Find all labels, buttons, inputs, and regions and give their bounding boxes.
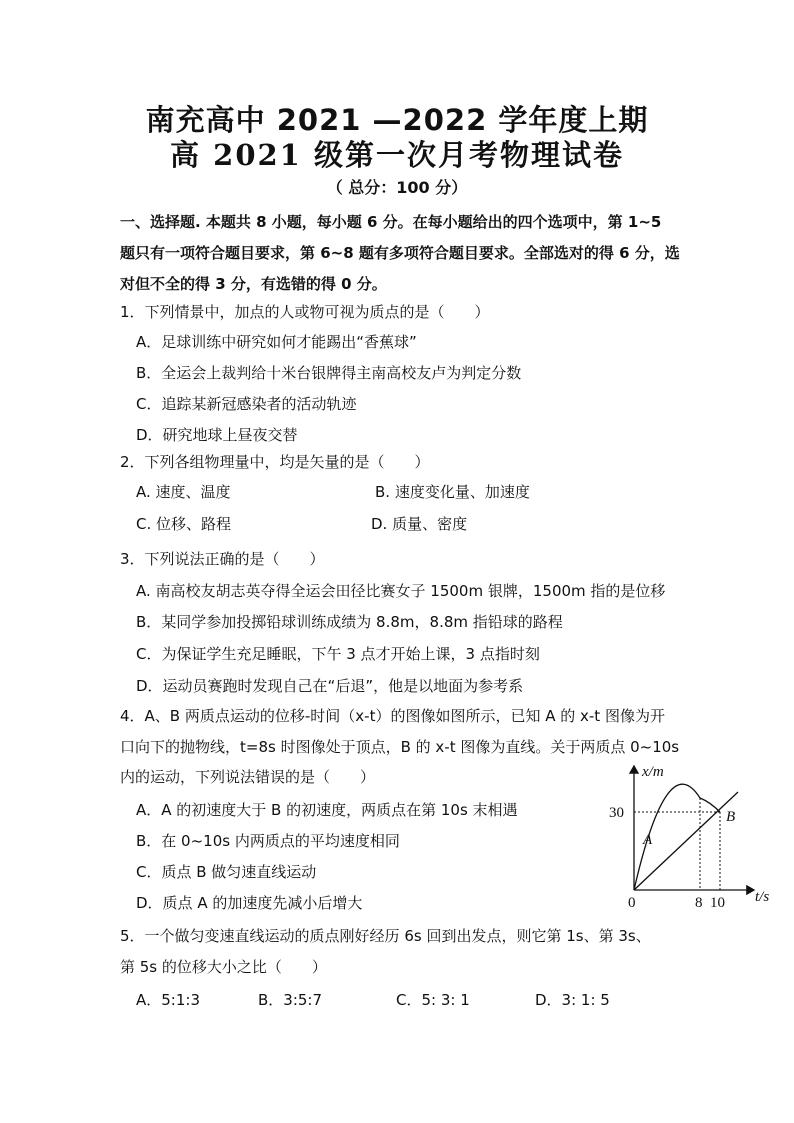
q1-option-c: C．追踪某新冠感染者的活动轨迹 xyxy=(136,395,357,413)
q5-stem-line1: 5．一个做匀变速直线运动的质点刚好经历 6s 回到出发点，则它第 1s、第 3s、 xyxy=(120,927,651,945)
q1-stem: 1．下列情景中，加点的人或物可视为质点的是（ ） xyxy=(120,303,490,321)
x-tick-10: 10 xyxy=(710,895,725,911)
q4-stem-line1: 4．A、B 两质点运动的位移-时间（x-t）的图像如图所示，已知 A 的 x-t 图像为开 xyxy=(120,707,665,725)
q5-option-c: C．5: 3: 1 xyxy=(396,991,470,1009)
q1-option-d: D．研究地球上昼夜交替 xyxy=(136,426,298,444)
q4-stem-line3: 内的运动，下列说法错误的是（ ） xyxy=(120,768,376,786)
exam-title-line1: 南充高中 2021 —2022 学年度上期 xyxy=(145,103,649,137)
q5-option-a: A．5:1:3 xyxy=(136,991,200,1009)
q2-option-d: D. 质量、密度 xyxy=(371,515,468,533)
x-tick-8: 8 xyxy=(695,895,703,911)
q2-option-b: B. 速度变化量、加速度 xyxy=(375,483,530,501)
q5-option-d: D．3: 1: 5 xyxy=(535,991,610,1009)
q2-option-c: C. 位移、路程 xyxy=(136,515,232,533)
exam-title-line2: 高 2021 级第一次月考物理试卷 xyxy=(170,138,624,172)
q5-option-b: B．3:5:7 xyxy=(258,991,323,1009)
q2-option-a: A. 速度、温度 xyxy=(136,483,231,501)
total-score: （ 总分：100 分） xyxy=(326,178,468,197)
xt-graph xyxy=(604,760,782,912)
q4-option-b: B．在 0~10s 内两质点的平均速度相同 xyxy=(136,832,400,850)
section-instructions: 一、选择题. 本题共 8 小题，每小题 6 分。在每小题给出的四个选项中，第 1~5 题只有一项符合题目要求，第 6~8 题有多项符合题目要求。全部选对的得 6 分，选对但不全的得 3 分，有选错的得 0 分。 xyxy=(120,213,680,293)
q4-option-d: D．质点 A 的加速度先减小后增大 xyxy=(136,894,363,912)
x-axis-label: t/s xyxy=(755,889,770,905)
y-tick-30: 30 xyxy=(609,805,624,821)
q3-option-a: A. 南高校友胡志英夺得全运会田径比赛女子 1500m 银牌，1500m 指的是位移 xyxy=(136,582,666,600)
q3-option-b: B．某同学参加投掷铅球训练成绩为 8.8m，8.8m 指铅球的路程 xyxy=(136,613,563,631)
q5-stem-line2: 第 5s 的位移大小之比（ ） xyxy=(120,958,327,976)
q4-stem-line2: 口向下的抛物线，t=8s 时图像处于顶点，B 的 x-t 图像为直线。关于两质点 0~10s xyxy=(120,738,680,756)
origin-label: 0 xyxy=(628,895,636,911)
q3-stem: 3．下列说法正确的是（ ） xyxy=(120,550,325,568)
curve-a-label: A xyxy=(643,832,653,848)
q3-option-c: C．为保证学生充足睡眠，下午 3 点才开始上课，3 点指时刻 xyxy=(136,645,540,663)
line-b-label: B xyxy=(726,809,736,825)
q3-option-d: D．运动员赛跑时发现自己在“后退”，他是以地面为参考系 xyxy=(136,677,524,695)
q2-stem: 2．下列各组物理量中，均是矢量的是（ ） xyxy=(120,453,430,471)
q1-option-b: B．全运会上裁判给十米台银牌得主南高校友卢为判定分数 xyxy=(136,364,522,382)
q4-option-c: C．质点 B 做匀速直线运动 xyxy=(136,863,317,881)
q4-option-a: A．A 的初速度大于 B 的初速度，两质点在第 10s 末相遇 xyxy=(136,801,518,819)
y-axis-label: x/m xyxy=(642,764,664,780)
q1-option-a: A．足球训练中研究如何才能踢出“香蕉球” xyxy=(136,333,417,351)
